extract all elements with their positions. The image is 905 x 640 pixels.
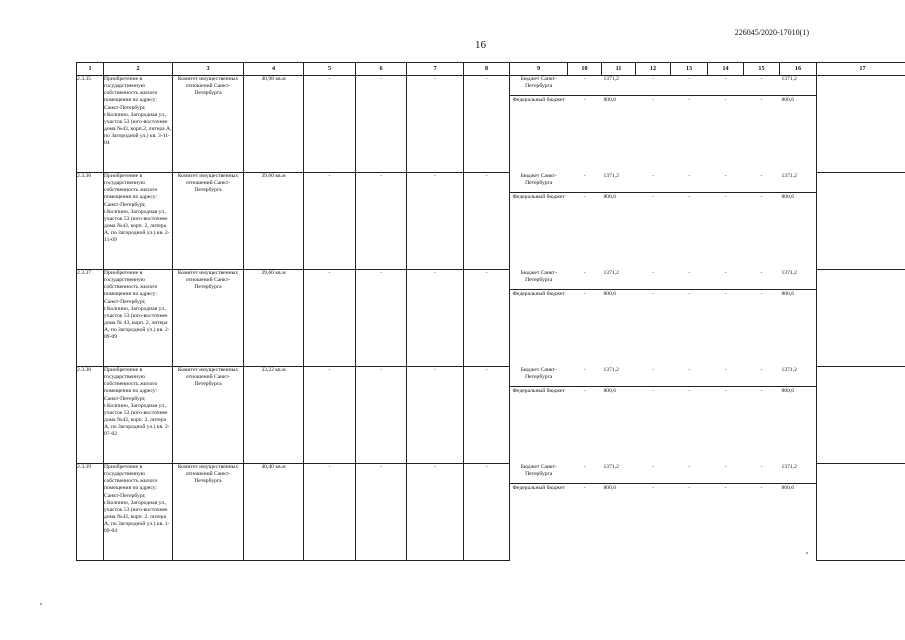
source-split [780, 173, 817, 201]
cell-c13 [671, 270, 708, 367]
value-spb-budget: - [671, 367, 708, 387]
cell-c12 [636, 464, 671, 561]
value-spb-budget: - [708, 464, 744, 484]
row-code: 2.3.36 [77, 173, 104, 270]
value-spb-budget: Бюджет Санкт-Петербурга [510, 367, 568, 387]
scan-speck [40, 603, 42, 605]
cell-c6: - [356, 270, 407, 367]
cell-c7: - [407, 367, 464, 464]
value-federal-budget: Федеральный бюджет [512, 387, 565, 394]
cell-c6: - [356, 464, 407, 561]
cell-c15 [744, 464, 780, 561]
table-row [77, 367, 905, 464]
cell-c8: - [464, 367, 510, 464]
value-spb-budget: - [568, 173, 602, 193]
cell-c7: - [407, 270, 464, 367]
value-spb-budget: - [671, 270, 708, 290]
source-split [510, 367, 568, 395]
column-header-7: 7 [407, 63, 464, 76]
source-split [636, 173, 671, 201]
value-federal-budget: - [688, 290, 690, 297]
cell-source [510, 464, 568, 561]
value-federal-budget: - [760, 387, 763, 394]
cell-c16 [780, 367, 817, 464]
value-federal-budget: 800,6 [603, 290, 617, 297]
row-area: 39,60 кв.м [244, 173, 304, 270]
table-body [77, 76, 905, 561]
value-spb-budget: - [744, 270, 780, 290]
value-spb-budget: Бюджет Санкт-Петербурга [510, 270, 568, 290]
value-federal-budget: - [583, 97, 586, 103]
value-federal-budget: - [583, 193, 586, 200]
cell-c5: - [304, 367, 356, 464]
value-federal-budget: - [760, 193, 763, 200]
cell-c5: - [304, 76, 356, 173]
column-number-row [77, 63, 905, 76]
cell-c16 [780, 76, 817, 173]
value-federal-budget: - [583, 484, 586, 491]
value-spb-budget: Бюджет Санкт-Петербурга [510, 464, 568, 484]
source-split [636, 464, 671, 492]
source-split [744, 270, 780, 298]
cell-c6: - [356, 367, 407, 464]
source-split [708, 464, 744, 492]
value-federal-budget: 800,6 [781, 484, 795, 491]
cell-c6: - [356, 76, 407, 173]
value-spb-budget: - [636, 173, 671, 193]
column-header-6: 6 [356, 63, 407, 76]
value-spb-budget: 1371,2 [602, 464, 636, 484]
cell-c6: - [356, 173, 407, 270]
value-spb-budget: 1371,2 [780, 76, 817, 96]
source-split [708, 367, 744, 395]
source-split [671, 270, 708, 298]
value-federal-budget: 800,6 [781, 97, 795, 103]
source-split [780, 464, 817, 492]
cell-source [510, 76, 568, 173]
value-spb-budget: - [708, 76, 744, 96]
value-federal-budget: 800,6 [603, 484, 617, 491]
source-split [708, 270, 744, 298]
cell-c12 [636, 173, 671, 270]
source-split [510, 464, 568, 492]
value-federal-budget: Федеральный бюджет [512, 290, 565, 297]
cell-c17 [817, 173, 905, 270]
value-spb-budget: - [708, 270, 744, 290]
program-table [76, 62, 905, 561]
cell-c8: - [464, 464, 510, 561]
value-spb-budget: 1371,2 [602, 270, 636, 290]
value-federal-budget: 800,6 [603, 97, 617, 103]
source-split [568, 464, 602, 492]
source-split [602, 464, 636, 492]
cell-c12 [636, 76, 671, 173]
value-spb-budget: 1371,2 [602, 173, 636, 193]
value-federal-budget: 800,6 [781, 387, 795, 394]
cell-c15 [744, 76, 780, 173]
source-split [602, 270, 636, 298]
cell-c8: - [464, 173, 510, 270]
scan-speck [806, 552, 808, 554]
value-spb-budget: 1371,2 [780, 464, 817, 484]
cell-c17 [817, 367, 905, 464]
source-split [636, 367, 671, 395]
source-split [671, 464, 708, 492]
source-split [602, 367, 636, 395]
row-executor: Комитет имущественных отношений Санкт-Петербурга [173, 76, 244, 173]
value-spb-budget: 1371,2 [602, 76, 636, 96]
cell-c5: - [304, 173, 356, 270]
value-spb-budget: - [636, 270, 671, 290]
row-area: 33,22 кв.м [244, 367, 304, 464]
cell-c12 [636, 270, 671, 367]
column-header-13: 13 [671, 63, 708, 76]
cell-c12 [636, 367, 671, 464]
cell-c10 [568, 173, 602, 270]
source-split [602, 173, 636, 201]
cell-c10 [568, 464, 602, 561]
cell-c11 [602, 464, 636, 561]
value-federal-budget: - [652, 290, 654, 297]
value-federal-budget: - [652, 97, 654, 103]
source-split [568, 270, 602, 298]
row-executor: Комитет имущественных отношений Санкт-Петербурга [173, 367, 244, 464]
value-spb-budget: - [568, 270, 602, 290]
cell-c13 [671, 367, 708, 464]
cell-c10 [568, 270, 602, 367]
value-federal-budget: - [688, 193, 690, 200]
table-row [77, 173, 905, 270]
cell-c14 [708, 76, 744, 173]
source-split [780, 270, 817, 298]
value-federal-budget: - [724, 290, 727, 297]
cell-c11 [602, 76, 636, 173]
cell-c14 [708, 367, 744, 464]
row-executor: Комитет имущественных отношений Санкт-Петербурга [173, 173, 244, 270]
column-header-4: 4 [244, 63, 304, 76]
source-split [636, 76, 671, 104]
column-header-12: 12 [636, 63, 671, 76]
column-header-5: 5 [304, 63, 356, 76]
value-spb-budget: Бюджет Санкт-Петербурга [510, 173, 568, 193]
cell-c16 [780, 270, 817, 367]
row-code: 2.3.38 [77, 367, 104, 464]
value-spb-budget: - [671, 173, 708, 193]
value-federal-budget: - [724, 193, 727, 200]
source-split [671, 367, 708, 395]
value-federal-budget: - [652, 193, 654, 200]
row-name: Приобретение в государственную собственность жилого помещения по адресу: Санкт-Петербург, г.Колпино, Загородная ул., участок 53 (юго-восточнее дома № 43, корп. 2, литера А, по Загородной ул.) кв. 2-09-09 [104, 270, 173, 367]
value-federal-budget: - [760, 290, 763, 297]
cell-c17 [817, 270, 905, 367]
source-split [671, 173, 708, 201]
document-id: 226045/2020-17010(1) [734, 28, 809, 37]
source-split [744, 367, 780, 395]
cell-c14 [708, 270, 744, 367]
column-header-15: 15 [744, 63, 780, 76]
value-spb-budget: Бюджет Санкт-Петербурга [510, 76, 568, 96]
row-name: Приобретение в государственную собственность жилого помещения по адресу: Санкт-Петербург, г.Колпино, Загородная ул., участок 53 (юго-восточнее дома №43, корп. 2, литера А, по Загородной ул.) кв. 1-09-04 [104, 464, 173, 561]
cell-c17 [817, 76, 905, 173]
cell-source [510, 270, 568, 367]
value-federal-budget: - [724, 97, 727, 103]
column-header-2: 2 [104, 63, 173, 76]
cell-c11 [602, 270, 636, 367]
cell-c7: - [407, 76, 464, 173]
row-name: Приобретение в государственную собственность жилого помещения по адресу: Санкт-Петербург, г.Колпино, Загородная ул., участок 53 (юго-восточнее дома №43, корп. 2, литера А, по Загородной ул.) кв. 2-07-02 [104, 367, 173, 464]
cell-c16 [780, 464, 817, 561]
row-area: 40,98 кв.м [244, 76, 304, 173]
cell-c17 [817, 464, 905, 561]
value-federal-budget: 800,6 [781, 193, 795, 200]
source-split [671, 76, 708, 104]
value-spb-budget: - [568, 76, 602, 96]
value-spb-budget: - [744, 367, 780, 387]
cell-c14 [708, 464, 744, 561]
cell-c13 [671, 173, 708, 270]
column-header-3: 3 [173, 63, 244, 76]
table-row [77, 464, 905, 561]
row-code: 2.3.37 [77, 270, 104, 367]
column-header-11: 11 [602, 63, 636, 76]
value-federal-budget: Федеральный бюджет [512, 484, 565, 491]
value-spb-budget: - [744, 76, 780, 96]
value-spb-budget: 1371,2 [780, 367, 817, 387]
source-split [602, 76, 636, 104]
cell-c11 [602, 367, 636, 464]
source-split [636, 270, 671, 298]
source-split [744, 76, 780, 104]
source-split [744, 464, 780, 492]
cell-c13 [671, 464, 708, 561]
cell-c7: - [407, 464, 464, 561]
source-split [510, 76, 568, 104]
value-federal-budget: 800,6 [781, 290, 795, 297]
row-name: Приобретение в государственную собственность жилого помещения по адресу: Санкт-Петербург, г.Колпино, Загородная ул., участок 53 (юго-восточнее дома №43, корп. 2, литера А, по Загородной ул.) кв. 2-11-09 [104, 173, 173, 270]
value-federal-budget: - [724, 387, 727, 394]
source-split [780, 76, 817, 104]
cell-source [510, 367, 568, 464]
value-spb-budget: - [671, 464, 708, 484]
value-spb-budget: - [708, 367, 744, 387]
value-federal-budget: - [724, 484, 727, 491]
table-row [77, 76, 905, 173]
column-header-9: 9 [510, 63, 568, 76]
cell-c5: - [304, 464, 356, 561]
value-federal-budget: - [652, 387, 654, 394]
value-federal-budget: 800,6 [603, 387, 617, 394]
cell-c15 [744, 367, 780, 464]
column-header-14: 14 [708, 63, 744, 76]
value-federal-budget: - [583, 290, 586, 297]
cell-c16 [780, 173, 817, 270]
value-federal-budget: - [652, 484, 654, 491]
cell-c11 [602, 173, 636, 270]
source-split [568, 76, 602, 104]
row-name: Приобретение в государственную собственность жилого помещения по адресу: Санкт-Петербург, г.Колпино, Загородная ул., участок 53 (юго-восточнее дома №43, корп.2, литера А, по Загородной ул.) кв. 3-11-04 [104, 76, 173, 173]
cell-c8: - [464, 76, 510, 173]
source-split [568, 173, 602, 201]
value-spb-budget: - [636, 76, 671, 96]
column-header-17: 17 [817, 63, 905, 76]
row-executor: Комитет имущественных отношений Санкт-Петербурга [173, 464, 244, 561]
source-split [568, 367, 602, 395]
row-area: 40,40 кв.м [244, 464, 304, 561]
row-code: 2.3.39 [77, 464, 104, 561]
value-federal-budget: Федеральный бюджет [512, 193, 565, 200]
value-federal-budget: - [688, 484, 690, 491]
source-split [708, 76, 744, 104]
value-federal-budget: 800,6 [603, 193, 617, 200]
value-spb-budget: - [568, 367, 602, 387]
cell-source [510, 173, 568, 270]
value-spb-budget: 1371,2 [602, 367, 636, 387]
value-federal-budget: - [583, 387, 586, 394]
cell-c8: - [464, 270, 510, 367]
value-spb-budget: - [744, 173, 780, 193]
cell-c10 [568, 76, 602, 173]
value-spb-budget: - [671, 76, 708, 96]
column-header-1: 1 [77, 63, 104, 76]
source-split [780, 367, 817, 395]
value-spb-budget: - [568, 464, 602, 484]
value-federal-budget: - [688, 97, 690, 103]
column-header-8: 8 [464, 63, 510, 76]
value-federal-budget: - [760, 484, 763, 491]
source-split [510, 270, 568, 298]
value-federal-budget: - [760, 97, 763, 103]
value-spb-budget: - [744, 464, 780, 484]
value-spb-budget: - [636, 464, 671, 484]
column-header-16: 16 [780, 63, 817, 76]
value-federal-budget: Федеральный бюджет [512, 97, 565, 103]
cell-c15 [744, 173, 780, 270]
row-area: 39,60 кв.м [244, 270, 304, 367]
value-spb-budget: 1371,2 [780, 270, 817, 290]
value-spb-budget: - [708, 173, 744, 193]
row-code: 2.3.35 [77, 76, 104, 173]
value-federal-budget: - [688, 387, 690, 394]
cell-c14 [708, 173, 744, 270]
cell-c13 [671, 76, 708, 173]
column-header-10: 10 [568, 63, 602, 76]
value-spb-budget: 1371,2 [780, 173, 817, 193]
source-split [744, 173, 780, 201]
cell-c5: - [304, 270, 356, 367]
value-spb-budget: - [636, 367, 671, 387]
cell-c7: - [407, 173, 464, 270]
cell-c10 [568, 367, 602, 464]
source-split [708, 173, 744, 201]
cell-c15 [744, 270, 780, 367]
row-executor: Комитет имущественных отношений Санкт-Петербурга [173, 270, 244, 367]
page-number: 16 [475, 39, 486, 51]
table-row [77, 270, 905, 367]
source-split [510, 173, 568, 201]
